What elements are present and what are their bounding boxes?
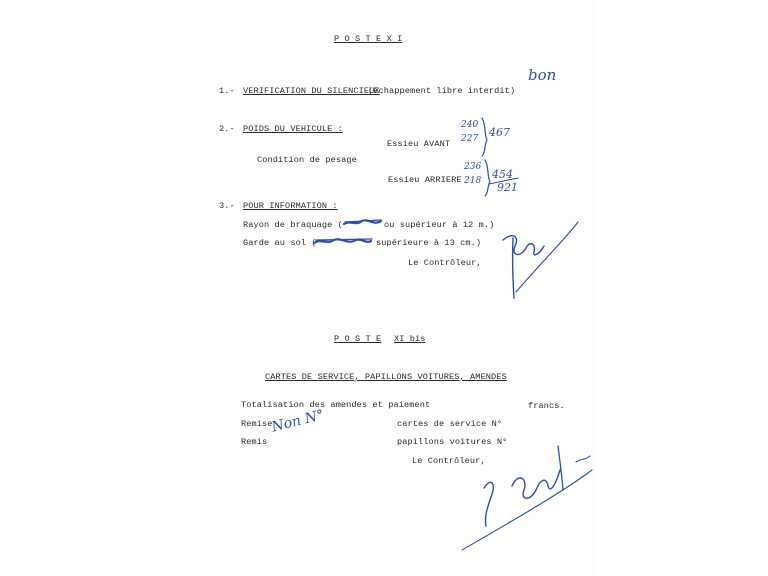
handwritten-bon: bon	[528, 66, 557, 84]
item2-number: 2.-	[219, 124, 235, 134]
essieu-arriere-label: Essieu ARRIERE	[388, 175, 462, 185]
controleur-xi-label: Le Contrôleur,	[408, 258, 482, 268]
garde-sol-prefix: Garde au sol (	[243, 238, 317, 248]
rayon-braquage-suffix: ou supérieur à 12 m.)	[384, 220, 495, 230]
hw-arriere-total: 454	[492, 168, 513, 181]
bracket-arriere	[485, 160, 490, 196]
poste-xi-title: P O S T E X I	[334, 34, 403, 44]
garde-sol-suffix: supérieure à 13 cm.)	[376, 238, 482, 248]
hw-arriere-top: 236	[464, 162, 482, 172]
poste-xi-bis-suffix: XI bis	[394, 334, 426, 344]
amendes-subtitle: CARTES DE SERVICE, PAPILLONS VOITURES, AMENDES	[265, 372, 507, 382]
signature-xi-bis-tail	[462, 470, 592, 550]
remis-label: Remis	[241, 437, 268, 447]
totalisation-label: Totalisation des amendes et paiement	[241, 400, 431, 410]
bracket-avant	[482, 118, 487, 156]
hw-arriere-bottom: 218	[464, 176, 482, 186]
item1-label: VERIFICATION DU SILENCIEUX	[243, 86, 380, 96]
condition-pesage-label: Condition de pesage	[257, 155, 357, 165]
remise-label: Remise	[241, 419, 273, 429]
signature-xi-tail	[516, 222, 578, 292]
signature-xi	[503, 236, 544, 255]
essieu-avant-label: Essieu AVANT	[387, 139, 451, 149]
handwritten-remis-note: Non N°	[270, 407, 326, 436]
francs-label: francs.	[528, 401, 565, 411]
item2-label: POIDS DU VEHICULE :	[243, 124, 343, 134]
signature-xi-bis-a	[484, 482, 493, 526]
papillons-label: papillons voitures N°	[397, 437, 508, 447]
hw-avant-top: 240	[461, 120, 479, 130]
signature-xi-bis-stem	[558, 446, 563, 490]
signature-xi-stem	[513, 238, 514, 298]
signature-xi-bis-flick	[576, 456, 590, 462]
hw-avant-total: 467	[489, 126, 510, 139]
signature-xi-bis-b	[512, 470, 560, 498]
total-line	[489, 178, 518, 184]
rayon-braquage-prefix: Rayon de braquage (	[243, 220, 343, 230]
hw-grand-total: 921	[497, 181, 518, 194]
poste-xi-bis-title: P O S T E	[334, 334, 382, 344]
item1-number: 1.-	[219, 86, 235, 96]
item3-label: POUR INFORMATION :	[243, 201, 338, 211]
controleur-xi-bis-label: Le Contrôleur,	[412, 456, 486, 466]
item3-number: 3.-	[219, 201, 235, 211]
hw-avant-bottom: 227	[461, 134, 479, 144]
cartes-service-label: cartes de service N°	[397, 419, 503, 429]
item1-note: (Echappement libre interdit)	[368, 86, 516, 96]
